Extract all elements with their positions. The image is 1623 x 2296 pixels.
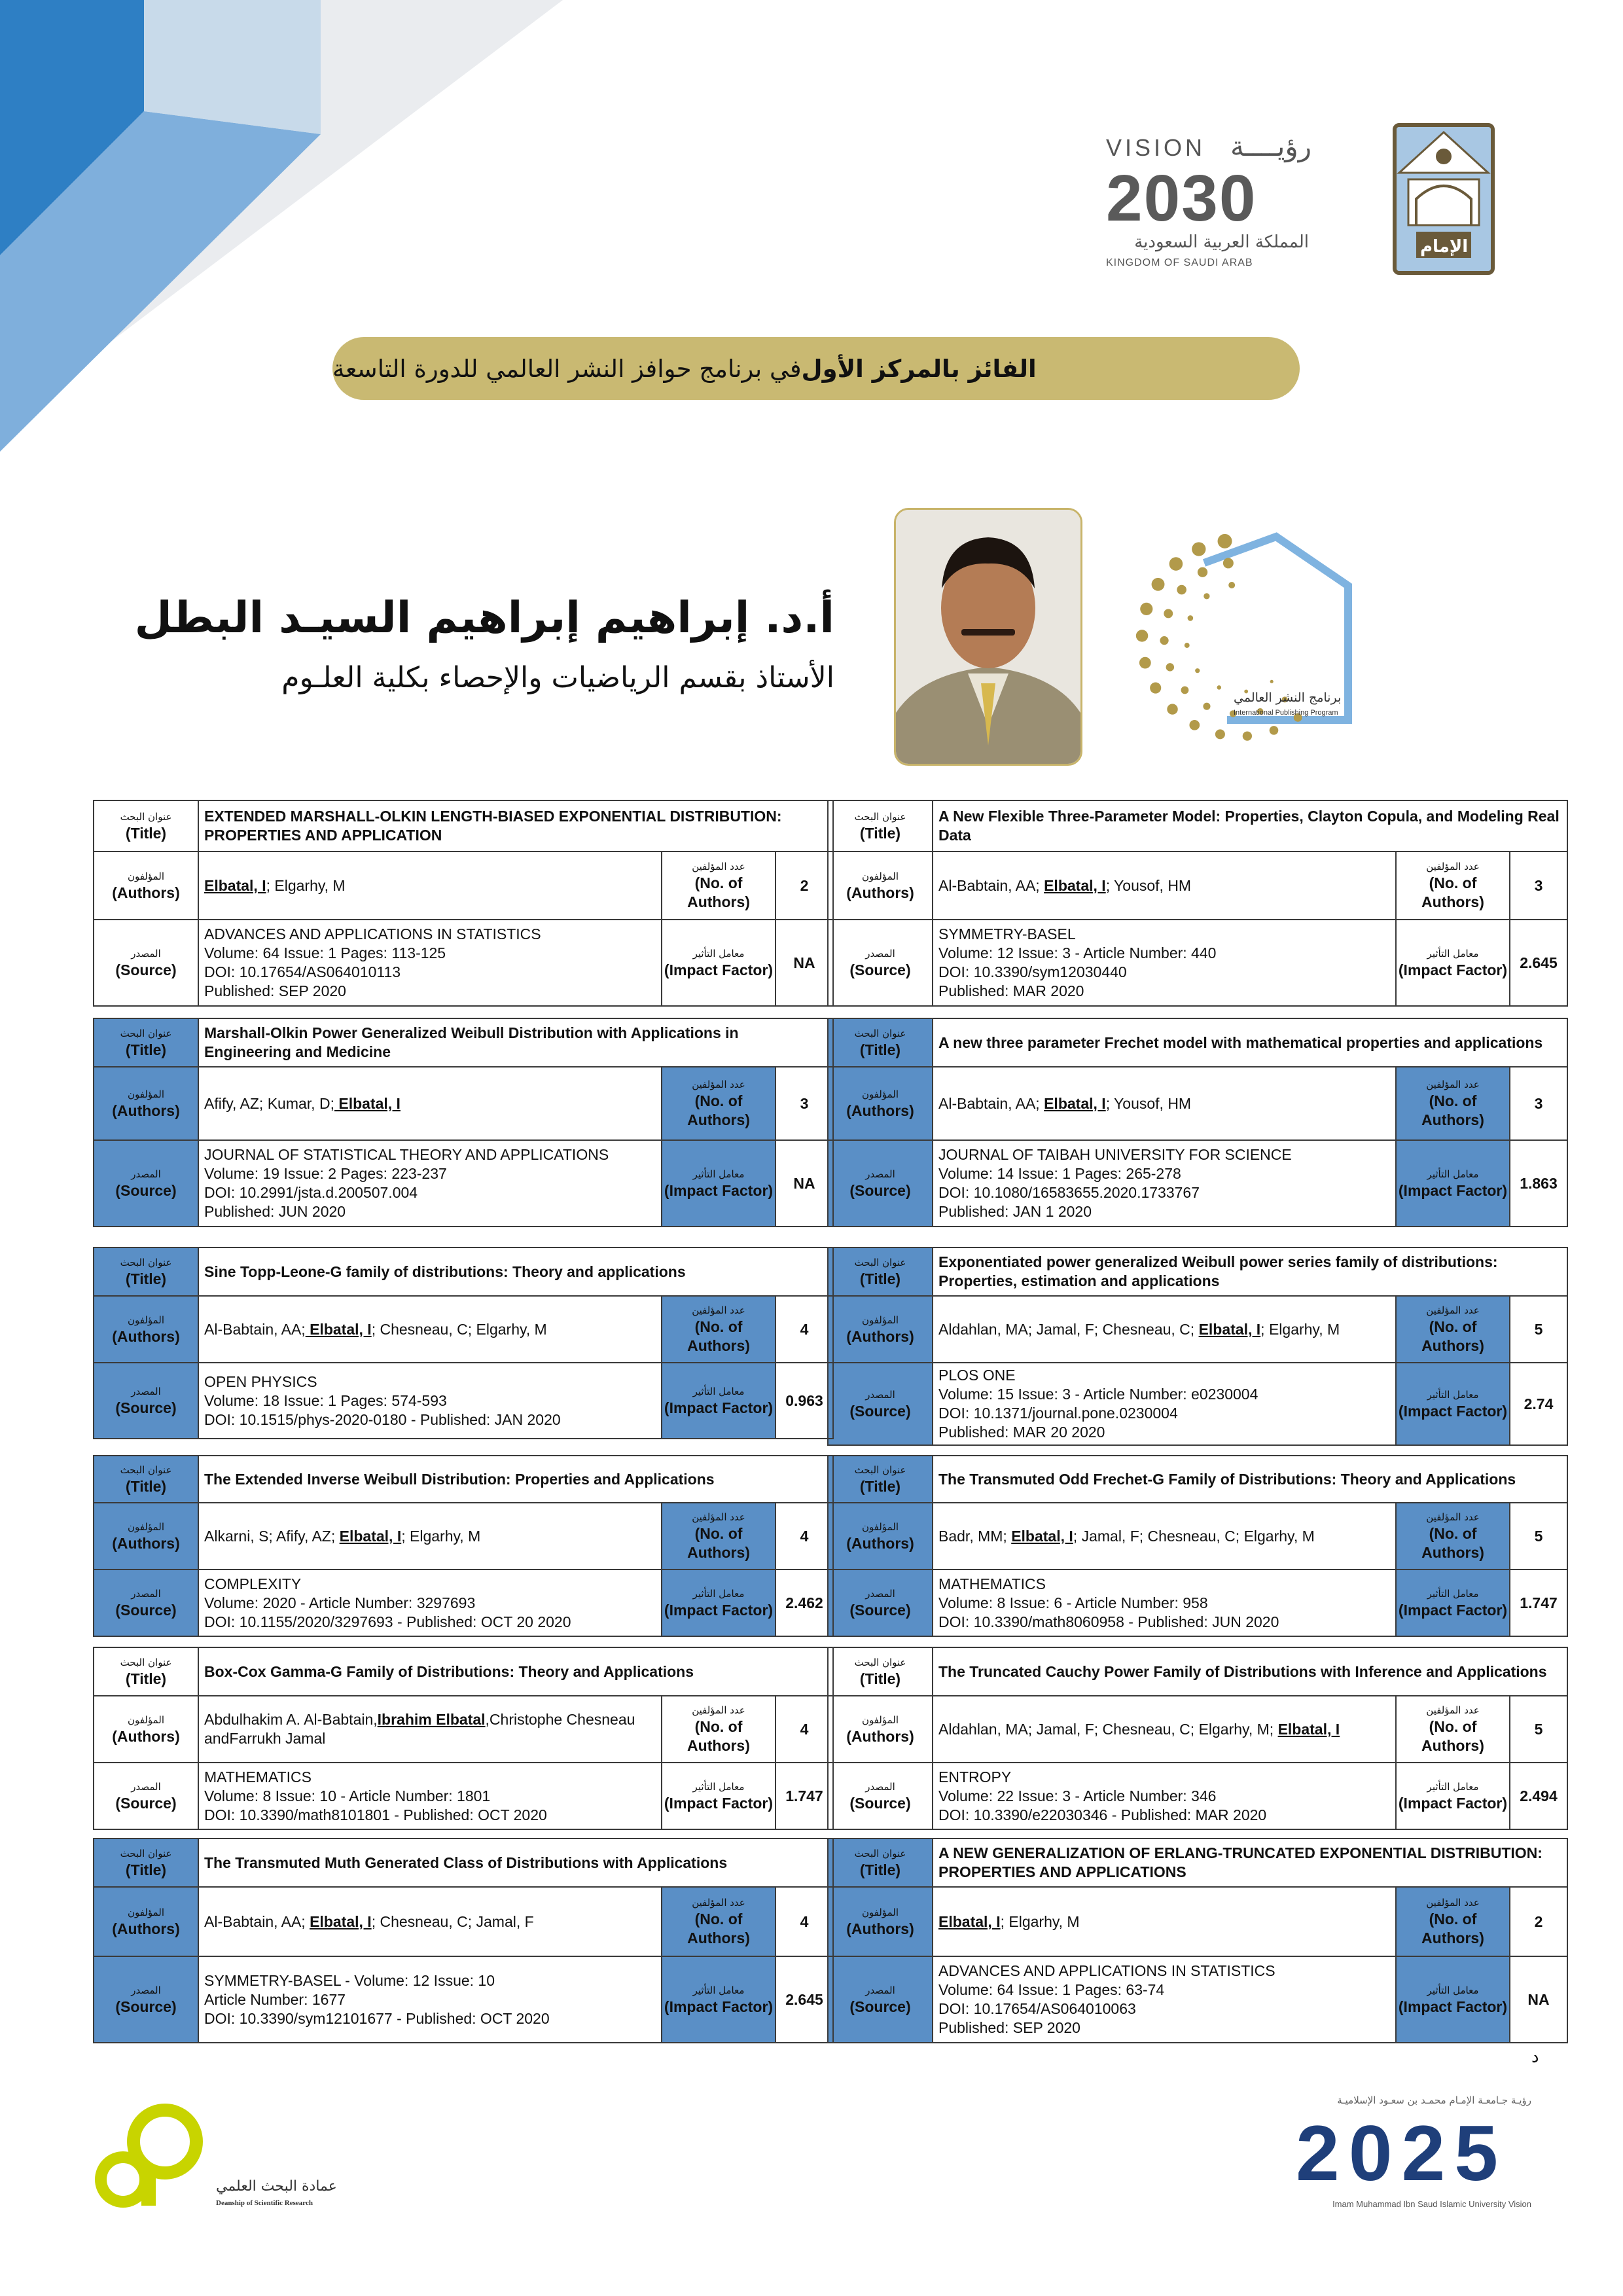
program-logo-english: International Publishing Program — [1234, 709, 1338, 717]
publication-title: The Truncated Cauchy Power Family of Distributions with Inference and Applications — [933, 1647, 1567, 1696]
source-line: Published: SEP 2020 — [204, 982, 346, 999]
title-label: عنوان البحث (Title) — [828, 1647, 933, 1696]
program-logo-dot — [1270, 680, 1274, 683]
page-mark: د — [1531, 2047, 1539, 2067]
source-label: المصدر (Source) — [94, 1363, 198, 1439]
impact-factor: 2.494 — [1510, 1763, 1567, 1829]
author-count: 5 — [1510, 1503, 1567, 1570]
author-count: 4 — [776, 1696, 833, 1763]
author-self: Elbatal, I — [1044, 876, 1106, 894]
title-label: عنوان البحث (Title) — [828, 1839, 933, 1887]
publication-authors: Al-Babtain, AA; Elbatal, I; Chesneau, C; Elgarhy, M — [198, 1296, 662, 1363]
source-line: DOI: 10.2991/jsta.d.200507.004 — [204, 1184, 418, 1201]
author-self: Ibrahim Elbatal — [377, 1711, 486, 1728]
program-emblem-icon — [1126, 524, 1355, 753]
publication-title: The Transmuted Odd Frechet-G Family of Distributions: Theory and Applications — [933, 1456, 1567, 1503]
source-line: Volume: 8 Issue: 6 - Article Number: 958 — [938, 1594, 1208, 1611]
program-logo-dot — [1270, 726, 1279, 735]
source-line: DOI: 10.3390/sym12030440 — [938, 963, 1127, 980]
source-line: Volume: 22 Issue: 3 - Article Number: 346 — [938, 1787, 1217, 1804]
authors-label: المؤلفون (Authors) — [94, 1696, 198, 1763]
source-label: المصدر (Source) — [828, 1763, 933, 1829]
source-line: Article Number: 1677 — [204, 1990, 346, 2008]
authors-label: المؤلفون (Authors) — [828, 1296, 933, 1363]
publication-title: EXTENDED MARSHALL-OLKIN LENGTH-BIASED EXPONENTIAL DISTRIBUTION: PROPERTIES AND APPLICATION — [198, 800, 833, 852]
publication-table — [93, 1838, 834, 2043]
publication-title: A new three parameter Frechet model with mathematical properties and applications — [933, 1018, 1567, 1067]
authors-label: المؤلفون (Authors) — [94, 1503, 198, 1570]
profile-name: أ.د. إبراهيم إبراهيم السيـد البطل — [134, 592, 834, 643]
publication-source — [933, 1956, 1396, 2043]
author-self: Elbatal, I — [204, 876, 266, 894]
source-line: ENTROPY — [938, 1768, 1012, 1785]
impact-factor: 2.74 — [1510, 1363, 1567, 1445]
impact-factor: 2.462 — [776, 1570, 833, 1636]
program-logo-arabic: برنامج النشر العالمي — [1234, 691, 1342, 705]
title-label: عنوان البحث (Title) — [828, 1247, 933, 1296]
program-logo-dot — [1188, 615, 1194, 621]
source-label: المصدر (Source) — [94, 920, 198, 1006]
publication-table — [827, 1455, 1568, 1637]
impact-factor: 0.963 — [776, 1363, 833, 1439]
authors-label: المؤلفون (Authors) — [94, 1296, 198, 1363]
authors-label: المؤلفون (Authors) — [828, 1696, 933, 1763]
program-logo-dot — [1189, 720, 1200, 730]
program-logo-dot — [1166, 663, 1175, 671]
publication-authors: Al-Babtain, AA; Elbatal, I; Chesneau, C; Jamal, F — [198, 1887, 662, 1956]
publication-title: A NEW GENERALIZATION OF ERLANG-TRUNCATED EXPONENTIAL DISTRIBUTION: PROPERTIES AND APPLICATIONS — [933, 1839, 1567, 1887]
vision-country: KINGDOM OF SAUDI ARAB — [1106, 257, 1253, 268]
impact-label: معامل التأثير (Impact Factor) — [1396, 1763, 1510, 1829]
source-label: المصدر (Source) — [828, 1570, 933, 1636]
source-line: DOI: 10.3390/sym12101677 - Published: OCT 2020 — [204, 2009, 550, 2027]
source-line: SYMMETRY-BASEL — [938, 925, 1076, 942]
profile-position: الأستاذ بقسم الرياضيات والإحصاء بكلية العلـوم — [281, 661, 834, 694]
source-label: المصدر (Source) — [94, 1956, 198, 2043]
title-label: عنوان البحث (Title) — [94, 1247, 198, 1296]
program-logo-dot — [1152, 578, 1165, 591]
source-line: Published: SEP 2020 — [938, 2019, 1080, 2036]
university-logo-text: الإمام — [1420, 237, 1469, 257]
university-logo — [1393, 123, 1495, 275]
program-logo-dot — [1164, 609, 1173, 618]
impact-label: معامل التأثير (Impact Factor) — [1396, 1363, 1510, 1445]
publication-source — [933, 1570, 1396, 1636]
impact-factor: 1.747 — [776, 1763, 833, 1829]
count-label: عدد المؤلفين (No. of Authors) — [1396, 1067, 1510, 1140]
publication-table — [827, 800, 1568, 1007]
author-count: 3 — [1510, 1067, 1567, 1140]
publication-source — [198, 1570, 662, 1636]
source-line: Published: JAN 1 2020 — [938, 1203, 1092, 1220]
impact-label: معامل التأثير (Impact Factor) — [662, 920, 776, 1006]
source-line: Volume: 8 Issue: 10 - Article Number: 1801 — [204, 1787, 491, 1804]
publication-authors: Elbatal, I; Elgarhy, M — [933, 1887, 1396, 1956]
deanship-arabic: عمادة البحث العلمي — [216, 2178, 337, 2195]
program-logo-dot — [1139, 657, 1151, 669]
banner-bold: الفائز بالمركز الأول — [801, 354, 1037, 383]
award-banner — [332, 337, 1300, 400]
publication-title: A New Flexible Three-Parameter Model: Properties, Clayton Copula, and Modeling Real Data — [933, 800, 1567, 852]
profile-photo — [894, 508, 1082, 766]
program-logo-dot — [1198, 567, 1207, 577]
source-line: Volume: 18 Issue: 1 Pages: 574-593 — [204, 1391, 447, 1409]
publication-authors: Abdulhakim A. Al-Babtain,Ibrahim Elbatal,Christophe Chesneau andFarrukh Jamal — [198, 1696, 662, 1763]
source-line: COMPLEXITY — [204, 1575, 302, 1592]
author-self: Elbatal, I — [339, 1527, 402, 1545]
vision-2025-english: Imam Muhammad Ibn Saud Islamic University Vision — [1332, 2199, 1531, 2209]
deanship-english: Deanship of Scientific Research — [216, 2199, 313, 2207]
source-line: Published: JUN 2020 — [204, 1203, 346, 1220]
source-line: ADVANCES AND APPLICATIONS IN STATISTICS — [938, 1962, 1275, 1979]
count-label: عدد المؤلفين (No. of Authors) — [662, 1503, 776, 1570]
author-count: 2 — [1510, 1887, 1567, 1956]
author-count: 4 — [776, 1503, 833, 1570]
publication-title: Sine Topp-Leone-G family of distributions: Theory and applications — [198, 1247, 833, 1296]
source-line: DOI: 10.17654/AS064010063 — [938, 2000, 1136, 2017]
impact-label: معامل التأثير (Impact Factor) — [1396, 1140, 1510, 1227]
source-line: MATHEMATICS — [204, 1768, 312, 1785]
source-line: DOI: 10.3390/e22030346 - Published: MAR 2020 — [938, 1806, 1267, 1823]
publication-authors: Alkarni, S; Afify, AZ; Elbatal, I; Elgarhy, M — [198, 1503, 662, 1570]
vision-word: VISION — [1106, 134, 1206, 161]
author-self: Elbatal, I — [334, 1094, 401, 1112]
program-logo-dot — [1243, 731, 1252, 740]
impact-factor: NA — [776, 1140, 833, 1227]
publication-authors: Elbatal, I; Elgarhy, M — [198, 852, 662, 920]
count-label: عدد المؤلفين (No. of Authors) — [1396, 1296, 1510, 1363]
source-line: DOI: 10.3390/math8101801 - Published: OCT 2020 — [204, 1806, 547, 1823]
authors-label: المؤلفون (Authors) — [828, 1067, 933, 1140]
source-line: DOI: 10.1080/16583655.2020.1733767 — [938, 1184, 1200, 1201]
count-label: عدد المؤلفين (No. of Authors) — [1396, 1696, 1510, 1763]
authors-label: المؤلفون (Authors) — [828, 1503, 933, 1570]
count-label: عدد المؤلفين (No. of Authors) — [662, 1296, 776, 1363]
source-label: المصدر (Source) — [828, 1140, 933, 1227]
program-logo-dot — [1223, 558, 1234, 568]
author-count: 2 — [776, 852, 833, 920]
publication-title: Box-Cox Gamma-G Family of Distributions: Theory and Applications — [198, 1647, 833, 1696]
impact-label: معامل التأثير (Impact Factor) — [1396, 1570, 1510, 1636]
program-logo-dot — [1215, 729, 1225, 739]
source-label: المصدر (Source) — [94, 1140, 198, 1227]
source-line: Published: MAR 2020 — [938, 982, 1084, 999]
publication-authors: Afify, AZ; Kumar, D; Elbatal, I — [198, 1067, 662, 1140]
vision-2030-logo — [1106, 130, 1322, 272]
publication-table — [827, 1247, 1568, 1446]
author-self: Elbatal, I — [1198, 1320, 1261, 1338]
author-count: 3 — [776, 1067, 833, 1140]
count-label: عدد المؤلفين (No. of Authors) — [1396, 852, 1510, 920]
program-logo-dot — [1140, 603, 1152, 615]
source-line: Volume: 15 Issue: 3 - Article Number: e0230004 — [938, 1386, 1258, 1403]
publication-table — [827, 1838, 1568, 2043]
source-label: المصدر (Source) — [94, 1763, 198, 1829]
publication-source — [933, 1363, 1396, 1445]
impact-factor: NA — [776, 920, 833, 1006]
source-line: Volume: 64 Issue: 1 Pages: 113-125 — [204, 944, 446, 961]
publication-table — [827, 1647, 1568, 1830]
source-line: Volume: 2020 - Article Number: 3297693 — [204, 1594, 476, 1611]
impact-label: معامل التأثير (Impact Factor) — [662, 1570, 776, 1636]
program-logo-dot — [1204, 593, 1209, 599]
source-line: PLOS ONE — [938, 1367, 1016, 1384]
source-line: Volume: 14 Issue: 1 Pages: 265-278 — [938, 1165, 1181, 1182]
publication-title: Marshall-Olkin Power Generalized Weibull Distribution with Applications in Engineering and Medicine — [198, 1018, 833, 1067]
author-self: Elbatal, I — [1044, 1094, 1106, 1112]
impact-label: معامل التأثير (Impact Factor) — [662, 1956, 776, 2043]
publication-title: The Extended Inverse Weibull Distribution: Properties and Applications — [198, 1456, 833, 1503]
count-label: عدد المؤلفين (No. of Authors) — [1396, 1887, 1510, 1956]
source-line: DOI: 10.1155/2020/3297693 - Published: OCT 20 2020 — [204, 1613, 571, 1630]
publication-source — [198, 1363, 662, 1439]
program-logo-dot — [1218, 534, 1232, 548]
publication-source — [933, 920, 1396, 1006]
publication-table — [93, 1455, 834, 1637]
source-line: SYMMETRY-BASEL - Volume: 12 Issue: 10 — [204, 1971, 495, 1989]
source-label: المصدر (Source) — [828, 920, 933, 1006]
deanship-emblem-icon — [92, 2101, 209, 2212]
impact-label: معامل التأثير (Impact Factor) — [662, 1140, 776, 1227]
program-logo-dot — [1228, 582, 1235, 588]
source-line: DOI: 10.1371/journal.pone.0230004 — [938, 1405, 1178, 1422]
banner-rest: في برنامج حوافز النشر العالمي للدورة التاسعة — [332, 354, 802, 383]
publication-authors: Aldahlan, MA; Jamal, F; Chesneau, C; Elgarhy, M; Elbatal, I — [933, 1696, 1396, 1763]
title-label: عنوان البحث (Title) — [94, 1018, 198, 1067]
publication-source — [198, 1140, 662, 1227]
title-label: عنوان البحث (Title) — [94, 800, 198, 852]
publication-source — [198, 920, 662, 1006]
program-logo-dot — [1150, 682, 1161, 693]
program-logo-dot — [1195, 668, 1200, 673]
program-logo — [1126, 524, 1355, 753]
program-logo-dot — [1217, 685, 1222, 690]
source-line: Volume: 64 Issue: 1 Pages: 63-74 — [938, 1981, 1165, 1998]
author-count: 4 — [776, 1887, 833, 1956]
program-logo-dot — [1160, 636, 1168, 645]
vision-2025-year: 2025 — [1296, 2109, 1507, 2197]
publication-source — [198, 1763, 662, 1829]
publication-title: Exponentiated power generalized Weibull power series family of distributions: Properties, estimation and applications — [933, 1247, 1567, 1296]
impact-factor: NA — [1510, 1956, 1567, 2043]
source-line: MATHEMATICS — [938, 1575, 1046, 1592]
source-line: ADVANCES AND APPLICATIONS IN STATISTICS — [204, 925, 541, 942]
count-label: عدد المؤلفين (No. of Authors) — [662, 1067, 776, 1140]
impact-factor: 2.645 — [776, 1956, 833, 2043]
author-count: 5 — [1510, 1296, 1567, 1363]
source-line: Volume: 12 Issue: 3 - Article Number: 440 — [938, 944, 1217, 961]
title-label: عنوان البحث (Title) — [828, 800, 933, 852]
impact-label: معامل التأثير (Impact Factor) — [662, 1363, 776, 1439]
program-logo-dot — [1185, 643, 1190, 648]
vision-arabic-word: رؤيــــة — [1230, 130, 1311, 162]
title-label: عنوان البحث (Title) — [828, 1018, 933, 1067]
source-label: المصدر (Source) — [94, 1570, 198, 1636]
authors-label: المؤلفون (Authors) — [828, 852, 933, 920]
person-icon — [896, 510, 1080, 764]
source-label: المصدر (Source) — [828, 1956, 933, 2043]
author-self: Elbatal, I — [938, 1912, 1001, 1930]
authors-label: المؤلفون (Authors) — [94, 852, 198, 920]
source-line: DOI: 10.17654/AS064010113 — [204, 963, 401, 980]
impact-factor: 2.645 — [1510, 920, 1567, 1006]
author-self: Elbatal, I — [310, 1912, 372, 1930]
author-count: 4 — [776, 1296, 833, 1363]
author-count: 5 — [1510, 1696, 1567, 1763]
program-logo-dot — [1177, 585, 1186, 595]
program-logo-dot — [1192, 542, 1205, 556]
source-line: Published: MAR 20 2020 — [938, 1424, 1105, 1441]
count-label: عدد المؤلفين (No. of Authors) — [662, 1887, 776, 1956]
publication-source — [933, 1140, 1396, 1227]
title-label: عنوان البحث (Title) — [94, 1647, 198, 1696]
publication-table — [93, 800, 834, 1007]
title-label: عنوان البحث (Title) — [828, 1456, 933, 1503]
publication-table — [93, 1247, 834, 1439]
title-label: عنوان البحث (Title) — [94, 1839, 198, 1887]
author-self: Elbatal, I — [1011, 1527, 1073, 1545]
source-label: المصدر (Source) — [828, 1363, 933, 1445]
publication-table — [93, 1647, 834, 1830]
vision-arabic-country: المملكة العربية السعودية — [1134, 232, 1309, 252]
source-line: OPEN PHYSICS — [204, 1372, 317, 1390]
publication-source — [198, 1956, 662, 2043]
publication-authors: Badr, MM; Elbatal, I; Jamal, F; Chesneau, C; Elgarhy, M — [933, 1503, 1396, 1570]
publication-authors: Al-Babtain, AA; Elbatal, I; Yousof, HM — [933, 852, 1396, 920]
publication-table — [827, 1018, 1568, 1227]
program-logo-dot — [1136, 630, 1149, 642]
count-label: عدد المؤلفين (No. of Authors) — [1396, 1503, 1510, 1570]
publication-authors: Al-Babtain, AA; Elbatal, I; Yousof, HM — [933, 1067, 1396, 1140]
source-line: DOI: 10.3390/math8060958 - Published: JUN 2020 — [938, 1613, 1279, 1630]
program-logo-dot — [1203, 703, 1210, 710]
authors-label: المؤلفون (Authors) — [94, 1887, 198, 1956]
author-self: Elbatal, I — [305, 1320, 372, 1338]
program-logo-dot — [1167, 704, 1177, 714]
program-logo-dot — [1181, 687, 1189, 694]
source-line: JOURNAL OF TAIBAH UNIVERSITY FOR SCIENCE — [938, 1146, 1292, 1163]
author-self: Elbatal, I — [1277, 1720, 1340, 1738]
source-line: DOI: 10.1515/phys-2020-0180 - Published: JAN 2020 — [204, 1410, 561, 1428]
author-count: 3 — [1510, 852, 1567, 920]
count-label: عدد المؤلفين (No. of Authors) — [662, 1696, 776, 1763]
authors-label: المؤلفون (Authors) — [94, 1067, 198, 1140]
vision-2025-logo — [1296, 2094, 1531, 2212]
impact-label: معامل التأثير (Impact Factor) — [1396, 1956, 1510, 2043]
impact-factor: 1.863 — [1510, 1140, 1567, 1227]
authors-label: المؤلفون (Authors) — [828, 1887, 933, 1956]
impact-factor: 1.747 — [1510, 1570, 1567, 1636]
publication-source — [933, 1763, 1396, 1829]
impact-label: معامل التأثير (Impact Factor) — [1396, 920, 1510, 1006]
program-logo-dot — [1169, 557, 1183, 571]
vision-year: 2030 — [1106, 162, 1257, 235]
source-line: JOURNAL OF STATISTICAL THEORY AND APPLICATIONS — [204, 1146, 609, 1163]
source-line: Volume: 19 Issue: 2 Pages: 223-237 — [204, 1165, 447, 1182]
publication-title: The Transmuted Muth Generated Class of Distributions with Applications — [198, 1839, 833, 1887]
vision-2025-arabic: رؤيـة جـامعـة الإمـام محمـد بن سعـود الإسلاميـة — [1337, 2094, 1531, 2106]
impact-label: معامل التأثير (Impact Factor) — [662, 1763, 776, 1829]
title-label: عنوان البحث (Title) — [94, 1456, 198, 1503]
publication-table — [93, 1018, 834, 1227]
count-label: عدد المؤلفين (No. of Authors) — [662, 852, 776, 920]
deanship-logo — [92, 2101, 337, 2225]
publication-authors: Aldahlan, MA; Jamal, F; Chesneau, C; Elbatal, I; Elgarhy, M — [933, 1296, 1396, 1363]
